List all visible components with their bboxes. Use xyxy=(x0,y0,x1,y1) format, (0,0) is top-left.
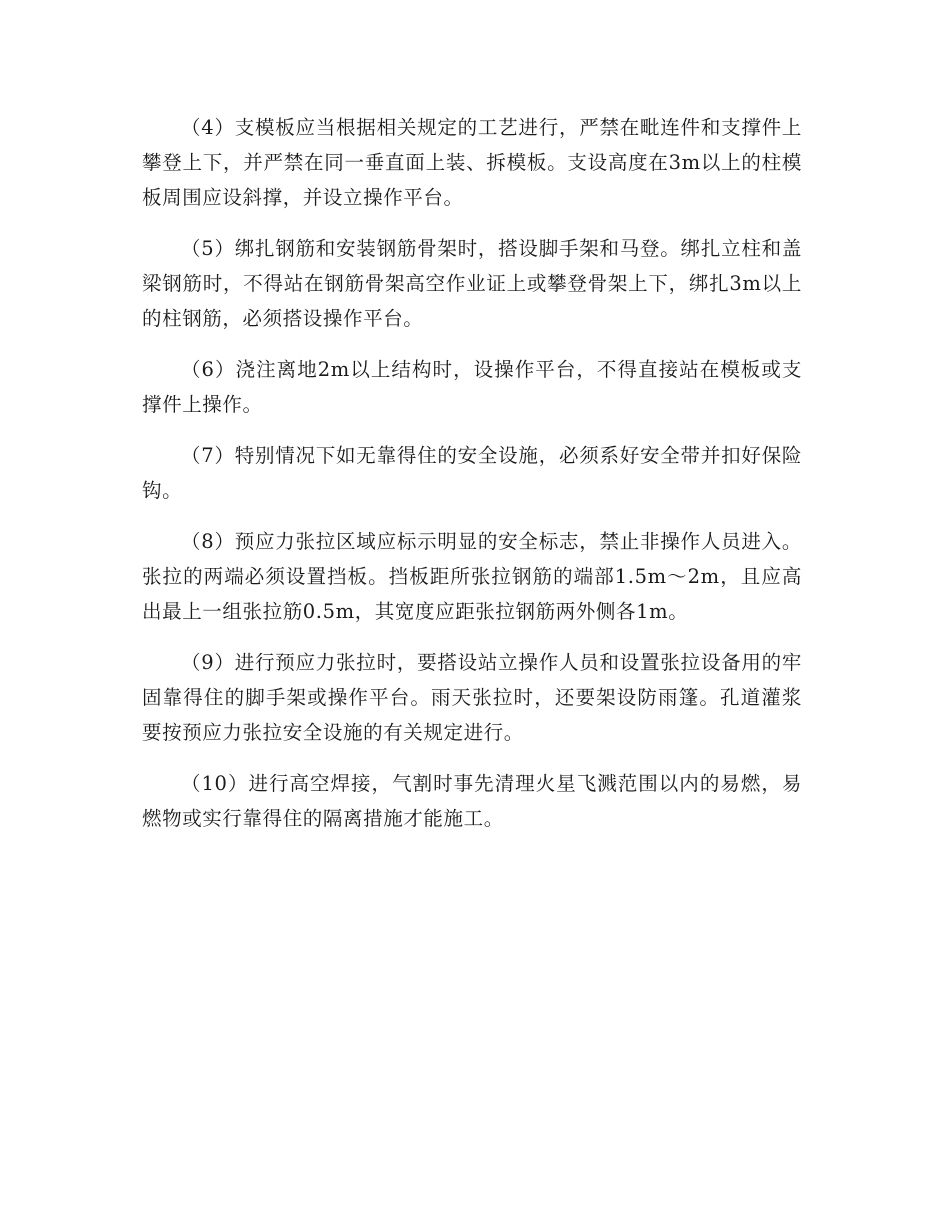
paragraph-10: （10）进行高空焊接，气割时事先清理火星飞溅范围以内的易燃，易燃物或实行靠得住的隔离措施才能施工。 xyxy=(142,772,802,830)
paragraph-9: （9）进行预应力张拉时，要搭设站立操作人员和设置张拉设备用的牢固靠得住的脚手架或操作平台。雨天张拉时，还要架设防雨篷。孔道灌浆要按预应力张拉安全设施的有关规定进行。 xyxy=(142,651,802,744)
paragraph-7: （7）特别情况下如无靠得住的安全设施，必须系好安全带并扣好保险钩。 xyxy=(142,444,802,502)
paragraph-6: （6）浇注离地2m以上结构时，设操作平台，不得直接站在模板或支撑件上操作。 xyxy=(142,358,802,416)
paragraph-5: （5）绑扎钢筋和安装钢筋骨架时，搭设脚手架和马登。绑扎立柱和盖梁钢筋时，不得站在钢筋骨架高空作业证上或攀登骨架上下，绑扎3m以上的柱钢筋，必须搭设操作平台。 xyxy=(142,237,802,330)
paragraph-4: （4）支模板应当根据相关规定的工艺进行，严禁在毗连件和支撑件上攀登上下，并严禁在同一垂直面上装、拆模板。支设高度在3m以上的柱模板周围应设斜撑，并设立操作平台。 xyxy=(142,116,802,209)
document-body xyxy=(142,110,802,852)
paragraph-8: （8）预应力张拉区域应标示明显的安全标志，禁止非操作人员进入。张拉的两端必须设置挡板。挡板距所张拉钢筋的端部1.5m～2m，且应高出最上一组张拉筋0.5m，其宽度应距张拉钢筋两外侧各1m。 xyxy=(142,530,802,623)
